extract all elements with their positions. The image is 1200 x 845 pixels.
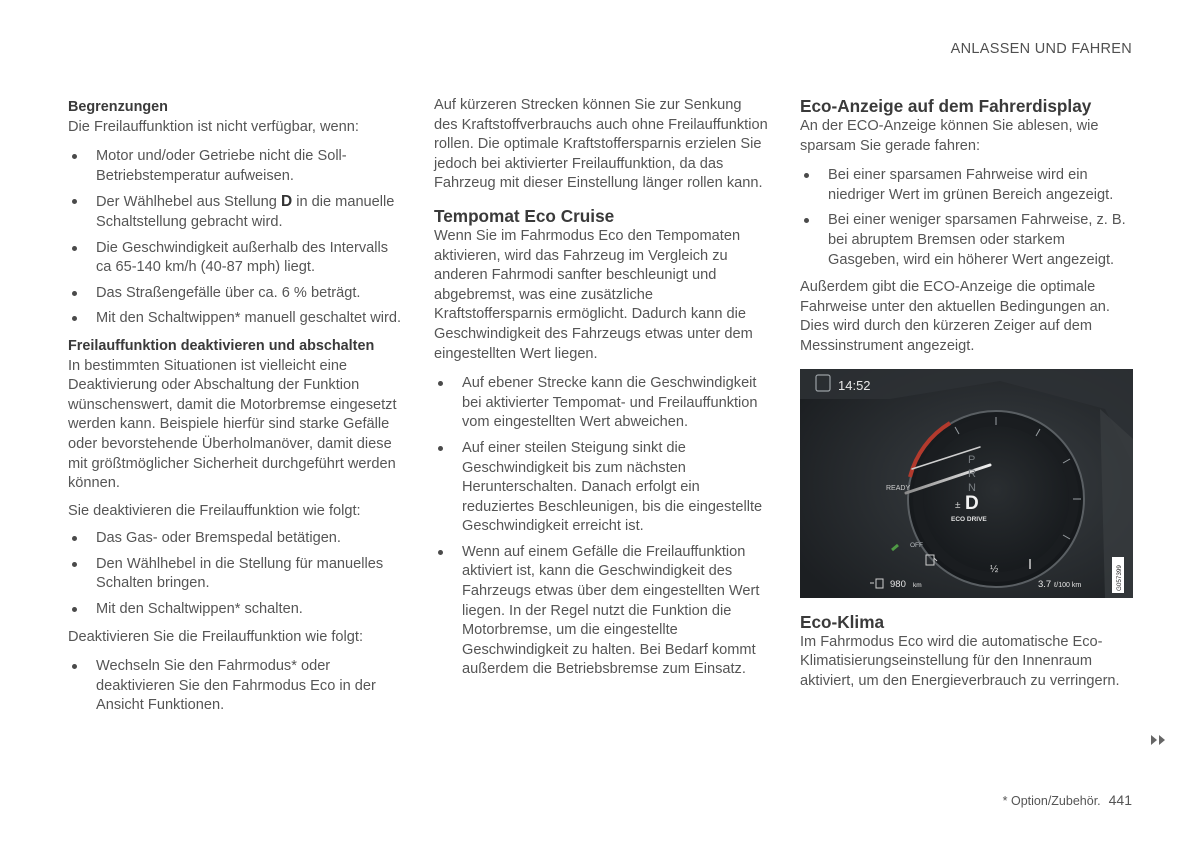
list-item: Wechseln Sie den Fahrmodus* oder deaktivieren Sie den Fahrmodus Eco in der Ansicht Funktionen. <box>68 657 403 716</box>
gear-mark: ± <box>955 499 961 511</box>
list-deactivate <box>68 657 403 716</box>
heading-eco-klima: Eco-Klima <box>800 611 885 632</box>
column-left <box>68 96 403 724</box>
paragraph-eco-klima: Im Fahrmodus Eco wird die automatische Eco-Klimatisierungseinstellung für den Innenraum aktiviert, um den Energieverbrauch zu verringern. <box>800 633 1120 689</box>
list-eco-cruise <box>434 374 769 680</box>
eco-drive-label: ECO DRIVE <box>951 515 987 523</box>
heading-deactivate: Freilauffunktion deaktivieren und abschalten <box>68 337 375 354</box>
list-item: Auf ebener Strecke kann die Geschwindigkeit bei aktivierter Tempomat- und Freilauffunktion vom eingestellten Wert abweichen. <box>434 374 769 433</box>
continue-arrows-icon <box>1150 734 1168 746</box>
heading-eco-cruise: Tempomat Eco Cruise <box>434 205 615 226</box>
list-item: Mit den Schaltwippen* schalten. <box>68 600 403 620</box>
list-item: Das Gas- oder Bremspedal betätigen. <box>68 529 403 549</box>
list-item: Wenn auf einem Gefälle die Freilauffunktion aktiviert ist, kann die Geschwindigkeit des Fahrzeugs etwas über dem eingestellten Wert liegen. In der Regel nutzt die Funktion die Motorbremse, um die eingestellte Geschwindigkeit zu halten. Bei Bedarf kommt außerdem die Betriebsbremse zum Einsatz. <box>434 543 769 680</box>
gear-current: D <box>965 492 979 514</box>
range-unit: km <box>913 581 922 589</box>
column-right <box>800 96 1133 699</box>
gear-r: R <box>968 467 976 480</box>
list-eco-display <box>800 166 1133 270</box>
paragraph-how-deactivate: Deaktivieren Sie die Freilauffunktion wie folgt: <box>68 628 364 645</box>
list-off <box>68 529 403 619</box>
list-item: Das Straßengefälle über ca. 6 % beträgt. <box>68 284 403 304</box>
page-number: 441 <box>1108 792 1132 808</box>
paragraph-eco-display-2: Außerdem gibt die ECO-Anzeige die optimale Fahrweise unter den aktuellen Bedingungen an. Dies wird durch den kürzeren Zeiger auf dem Messinstrument angezeigt. <box>800 279 1110 354</box>
footer <box>1003 792 1132 808</box>
range-value: 980 <box>890 578 906 590</box>
gear-d-label: D <box>280 193 293 211</box>
list-item: Auf einer steilen Steigung sinkt die Geschwindigkeit bis zum nächsten Herunterschalten. Danach erfolgt ein reduziertes Beschleunigen, bis die eingestellte Geschwindigkeit erreicht ist. <box>434 439 769 537</box>
list-item: Motor und/oder Getriebe nicht die Soll-Betriebstemperatur aufweisen. <box>68 147 403 186</box>
off-label: OFF <box>910 541 923 549</box>
clock-time: 14:52 <box>838 377 871 393</box>
column-middle <box>434 96 769 688</box>
section-header: ANLASSEN UND FAHREN <box>950 41 1132 57</box>
paragraph-how-off: Sie deaktivieren die Freilauffunktion wie folgt: <box>68 502 361 519</box>
driver-display-illustration <box>800 369 1133 598</box>
heading-eco-display: Eco-Anzeige auf dem Fahrerdisplay <box>800 96 1092 116</box>
heading-limits: Begrenzungen <box>68 99 168 115</box>
list-item: Der Wählhebel aus Stellung D in die manuelle Schaltstellung gebracht wird. <box>68 192 403 232</box>
paragraph-intro: Auf kürzeren Strecken können Sie zur Senkung des Kraftstoffverbrauchs auch ohne Freilauffunktion rollen. Die optimale Kraftstoffersparnis erzielen Sie jedoch bei aktivierter Freilauffunktion, da das Fahrzeug mit dieser Einstellung länger rollen kann. <box>434 97 768 192</box>
paragraph-eco-cruise: Wenn Sie im Fahrmodus Eco den Tempomaten aktivieren, wird das Fahrzeug im Vergleich zu anderen Fahrmodi sanfter beschleunigt und abgebremst, was eine zusätzliche Kraftstoffersparnis ermöglicht. Dadurch kann die Geschwindigkeit des Fahrzeugs etwas unter dem eingestellten Wert liegen. <box>434 227 753 362</box>
list-item: Bei einer weniger sparsamen Fahrweise, z. B. bei abruptem Bremsen oder starkem Gasgeben, wird ein höherer Wert angezeigt. <box>800 211 1133 270</box>
ready-label: READY <box>886 484 911 492</box>
list-item: Die Geschwindigkeit außerhalb des Intervalls ca 65-140 km/h (40-87 mph) liegt. <box>68 239 403 278</box>
gear-p: P <box>968 453 976 466</box>
consumption-unit: ℓ/100 km <box>1054 581 1082 589</box>
gear-n: N <box>968 481 976 494</box>
list-limits <box>68 147 403 329</box>
paragraph-deactivate: In bestimmten Situationen ist vielleicht eine Deaktivierung oder Abschaltung der Funktion wünschenswert, damit die Motorbremse eingesetzt werden kann. Beispiele hierfür sind starke Gefälle oder bevorstehende Überholmanöver, damit diese mit größtmöglicher Sicherheit durchgeführt werden können. <box>68 357 397 492</box>
list-item: Bei einer sparsamen Fahrweise wird ein niedriger Wert im grünen Bereich angezeigt. <box>800 166 1133 205</box>
paragraph-limits: Die Freilauffunktion ist nicht verfügbar, wenn: <box>68 118 359 135</box>
figure-code: G057399 <box>1116 564 1123 591</box>
list-item: Mit den Schaltwippen* manuell geschaltet wird. <box>68 309 403 329</box>
list-item: Den Wählhebel in die Stellung für manuelles Schalten bringen. <box>68 555 403 594</box>
paragraph-eco-display: An der ECO-Anzeige können Sie ablesen, wie sparsam Sie gerade fahren: <box>800 118 1099 154</box>
footnote-option: * Option/Zubehör. <box>1002 794 1101 808</box>
consumption-value: 3.7 <box>1038 578 1052 590</box>
fuel-half-label: ½ <box>990 563 999 575</box>
